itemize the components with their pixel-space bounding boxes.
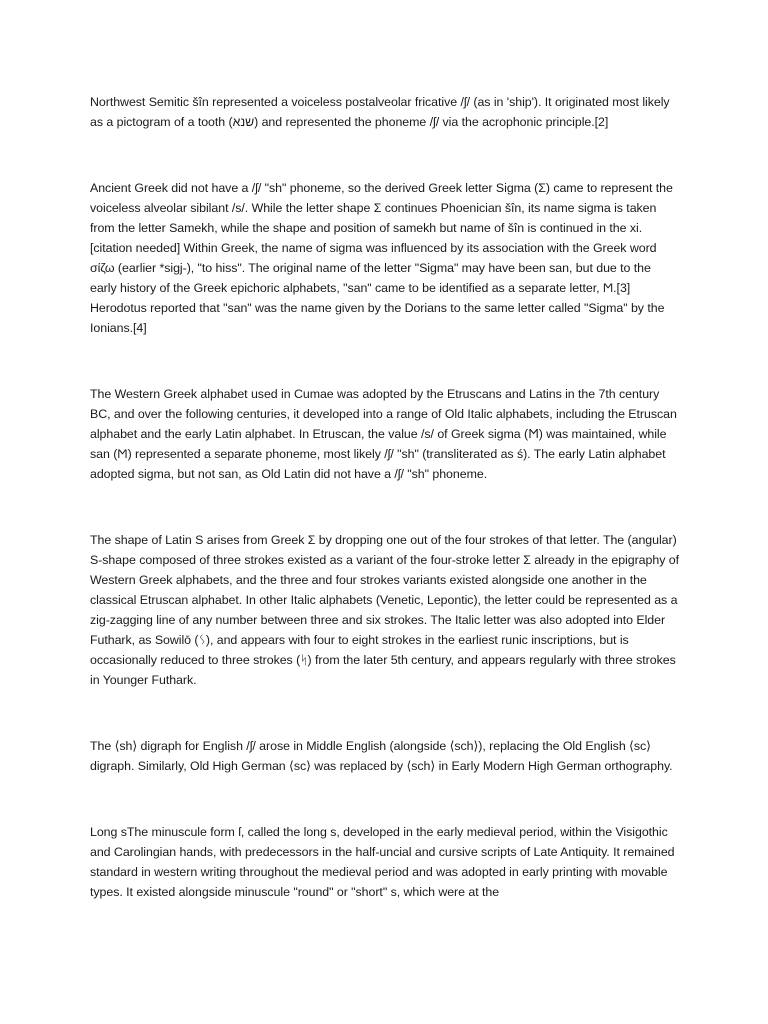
paragraph-sh-digraph: The ⟨sh⟩ digraph for English /ʃ/ arose in Middle English (alongside ⟨sch⟩), replacing the Old English ⟨sc⟩ digraph. Similarly, Old High German ⟨sc⟩ was replaced by ⟨sch⟩ in Early Modern High German orthography. bbox=[90, 739, 673, 773]
document-body bbox=[90, 92, 680, 902]
paragraph-ancient-greek-sigma: Ancient Greek did not have a /ʃ/ "sh" phoneme, so the derived Greek letter Sigma (Σ) came to represent the voiceless alveolar sibilant /s/. While the letter shape Σ continues Phoenician šîn, its name sigma is taken from the letter Samekh, while the shape and position of samekh but name of šîn is continued in the xi.[citation needed] Within Greek, the name of sigma was influenced by its association with the Greek word σίζω (earlier *sigj-), "to hiss". The original name of the letter "Sigma" may have been san, but due to the early history of the Greek epichoric alphabets, "san" came to be identified as a separate letter, Ϻ.[3] Herodotus reported that "san" was the name given by the Dorians to the same letter called "Sigma" by the Ionians.[4] bbox=[90, 181, 673, 335]
paragraph-western-greek-etruscan: The Western Greek alphabet used in Cumae was adopted by the Etruscans and Latins in the 7th century BC, and over the following centuries, it developed into a range of Old Italic alphabets, including the Etruscan alphabet and the early Latin alphabet. In Etruscan, the value /s/ of Greek sigma (𐌑) was maintained, while san (Ϻ) represented a separate phoneme, most likely /ʃ/ "sh" (transliterated as ś). The early Latin alphabet adopted sigma, but not san, as Old Latin did not have a /ʃ/ "sh" phoneme. bbox=[90, 387, 677, 481]
paragraph-latin-s-shape: The shape of Latin S arises from Greek Σ by dropping one out of the four strokes of that letter. The (angular) S-shape composed of three strokes existed as a variant of the four-stroke letter Σ already in the epigraphy of Western Greek alphabets, and the three and four strokes variants existed alongside one another in the classical Etruscan alphabet. In other Italic alphabets (Venetic, Lepontic), the letter could be represented as a zig-zagging line of any number between three and six strokes. The Italic letter was also adopted into Elder Futhark, as Sowilō (ᛊ), and appears with four to eight strokes in the earliest runic inscriptions, but is occasionally reduced to three strokes (ᛋ) from the later 5th century, and appears regularly with three strokes in Younger Futhark. bbox=[90, 533, 679, 687]
paragraph-semitic-shin: Northwest Semitic šîn represented a voiceless postalveolar fricative /ʃ/ (as in 'ship'). It originated most likely as a pictogram of a tooth (שנא) and represented the phoneme /ʃ/ via the acrophonic principle.[2] bbox=[90, 95, 670, 129]
paragraph-long-s: Long sThe minuscule form ſ, called the long s, developed in the early medieval period, within the Visigothic and Carolingian hands, with predecessors in the half-uncial and cursive scripts of Late Antiquity. It remained standard in western writing throughout the medieval period and was adopted in early printing with movable types. It existed alongside minuscule "round" or "short" s, which were at the bbox=[90, 825, 675, 899]
